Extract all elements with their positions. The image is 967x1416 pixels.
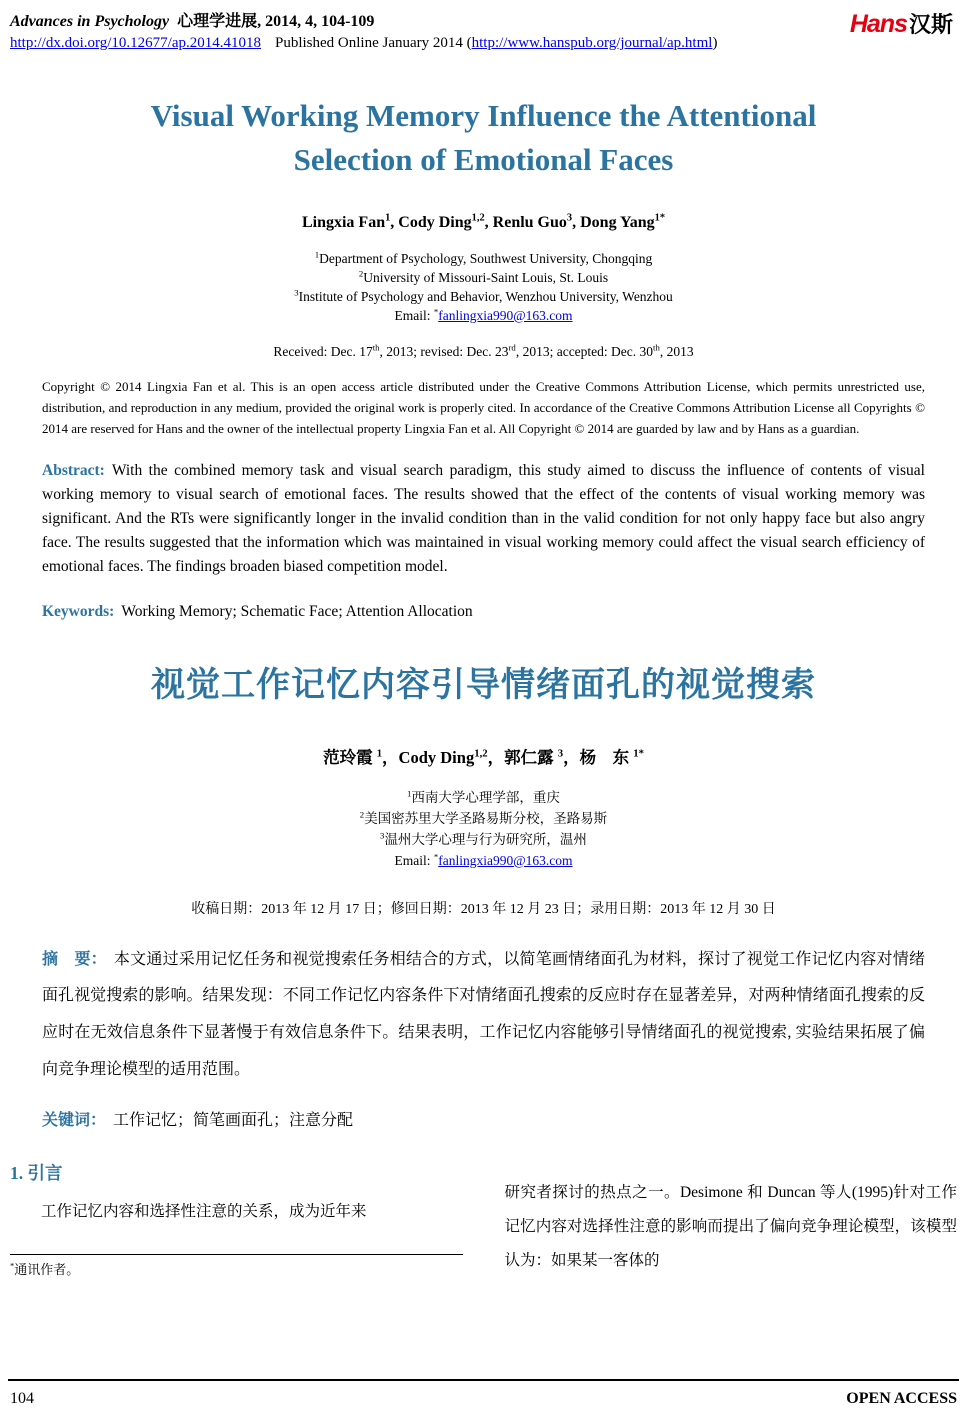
abstract-en (42, 459, 925, 579)
affiliation-3-en: $^3$Institute of Psychology and Behavior, Wenzhou University, Wenzhou (294, 287, 673, 304)
affiliation-3-cn: $^3$温州大学心理与行为研究所，温州 (380, 830, 587, 847)
copyright-notice: Copyright © 2014 Lingxia Fan et al. This is an open access article distributed under the Creative Commons Attribution License, which permits unrestricted use, distribution, and reproduction in any medium, provided the original work is properly cited. In accordance of the Creative Commons Attribution License all Copyrights © 2014 are reserved for Hans and the owner of the intellectual property Lingxia Fan et al. All Copyright © 2014 are guarded by law and by Hans as a guardian. (42, 378, 925, 436)
footnote-text: *通讯作者。 (10, 1260, 80, 1277)
journal-title-line (10, 8, 717, 31)
keywords-text-cn: 工作记忆；简笔画面孔；注意分配 (113, 1111, 354, 1129)
journal-header (10, 8, 957, 52)
intro-paragraph-left: 工作记忆内容和选择性注意的关系，成为近年来 (41, 1202, 367, 1220)
paper-title-en (10, 94, 957, 182)
right-column (505, 1160, 958, 1278)
hans-logo-icon: Hans (849, 10, 907, 38)
keywords-en (42, 603, 925, 621)
email-line-cn: Email: *fanlingxia990@163.com (394, 851, 573, 868)
published-online-text: Published Online January 2014 ( (274, 35, 472, 51)
affiliation-2-en: $^2$University of Missouri-Saint Louis, St. Louis (358, 268, 609, 285)
abstract-label-en: Abstract: (42, 461, 105, 479)
left-column (10, 1160, 463, 1278)
email-link[interactable]: fanlingxia990@163.com (438, 307, 573, 323)
page-number: 104 (10, 1390, 34, 1407)
authors-en: Lingxia Fan$^1$, Cody Ding$^{1,2}$, Renlu Guo$^3$, Dong Yang$^{1*}$ (301, 212, 666, 232)
doi-line (10, 35, 717, 52)
affiliation-1-cn: $^1$西南大学心理学部，重庆 (407, 788, 560, 805)
affiliations-en (10, 250, 957, 326)
journal-url-link[interactable]: http://www.hanspub.org/journal/ap.html (471, 35, 713, 51)
published-online-close: ) (712, 35, 718, 51)
abstract-label-cn: 摘 要： (42, 950, 107, 968)
footer-divider (8, 1379, 959, 1381)
abstract-cn (42, 942, 925, 1089)
journal-info (10, 8, 717, 52)
keywords-label-cn: 关键词： (42, 1111, 107, 1129)
paper-title-en-line1: Visual Working Memory Influence the Attentional (150, 98, 817, 133)
email-line-en: Email: *fanlingxia990@163.com (394, 306, 573, 323)
received-dates-cn: 收稿日期：2013 年 12 月 17 日；修回日期：2013 年 12 月 23 日；录用日期：2013 年 12 月 30 日 (191, 901, 776, 917)
footnote-block (10, 1254, 463, 1278)
hans-logo-cn-text: 汉斯 (908, 12, 953, 37)
paper-title-en-line2: Selection of Emotional Faces (293, 142, 674, 178)
journal-name: Advances in Psychology (10, 13, 170, 30)
authors-cn: 范玲霞 $^1$，Cody Ding$^{1,2}$，郭仁露 $^3$，杨 东 $^{1*}$ (323, 747, 644, 767)
abstract-text-en: With the combined memory task and visual search paradigm, this study aimed to discuss the influence of contents of visual working memory to visual search of emotional faces. The results showed that the effect of the contents of visual working memory was significant. And the RTs were significantly longer in the invalid condition than in the valid condition for not only happy face but also angry face. The results suggested that the information which was maintained in visual working memory could affect the visual search efficiency of emotional faces. The findings broaden biased competition model. (42, 461, 925, 575)
affiliations-cn (10, 788, 957, 872)
open-access-label: OPEN ACCESS (846, 1390, 957, 1407)
footnote-divider (10, 1254, 463, 1255)
keywords-text-en: Working Memory; Schematic Face; Attention Allocation (121, 602, 473, 620)
email-link-cn[interactable]: fanlingxia990@163.com (438, 852, 573, 868)
received-dates-en: Received: Dec. 17th, 2013; revised: Dec. 23rd, 2013; accepted: Dec. 30th, 2013 (273, 342, 694, 359)
affiliation-2-cn: $^2$美国密苏里大学圣路易斯分校，圣路易斯 (359, 809, 608, 826)
section-1-heading: 1. 引言 (10, 1162, 63, 1183)
keywords-label-en: Keywords: (42, 602, 115, 620)
doi-link[interactable]: http://dx.doi.org/10.12677/ap.2014.41018 (10, 35, 261, 51)
affiliation-1-en: $^1$Department of Psychology, Southwest University, Chongqing (314, 249, 653, 267)
hans-publisher-logo (850, 8, 957, 39)
intro-paragraph-right: 研究者探讨的热点之一。Desimone 和 Duncan 等人(1995)针对工作记忆内容对选择性注意的影响而提出了偏向竞争理论模型，该模型认为：如果某一客体的 (504, 1183, 957, 1269)
paper-title-cn: 视觉工作记忆内容引导情绪面孔的视觉搜索 (151, 666, 816, 704)
two-column-body (10, 1160, 957, 1278)
journal-issue-info: 心理学进展, 2014, 4, 104-109 (177, 13, 375, 30)
page-footer (8, 1379, 959, 1408)
keywords-cn (42, 1107, 925, 1130)
abstract-text-cn: 本文通过采用记忆任务和视觉搜索任务相结合的方式，以简笔画情绪面孔为材料，探讨了视觉工作记忆内容对情绪面孔视觉搜索的影响。结果发现：不同工作记忆内容条件下对情绪面孔搜索的反应时存在显著差异，对两种情绪面孔搜索的反应时在无效信息条件下显著慢于有效信息条件下。结果表明，工作记忆内容能够引导情绪面孔的视觉搜索, 实验结果拓展了偏向竞争理论模型的适用范围。 (42, 950, 925, 1078)
